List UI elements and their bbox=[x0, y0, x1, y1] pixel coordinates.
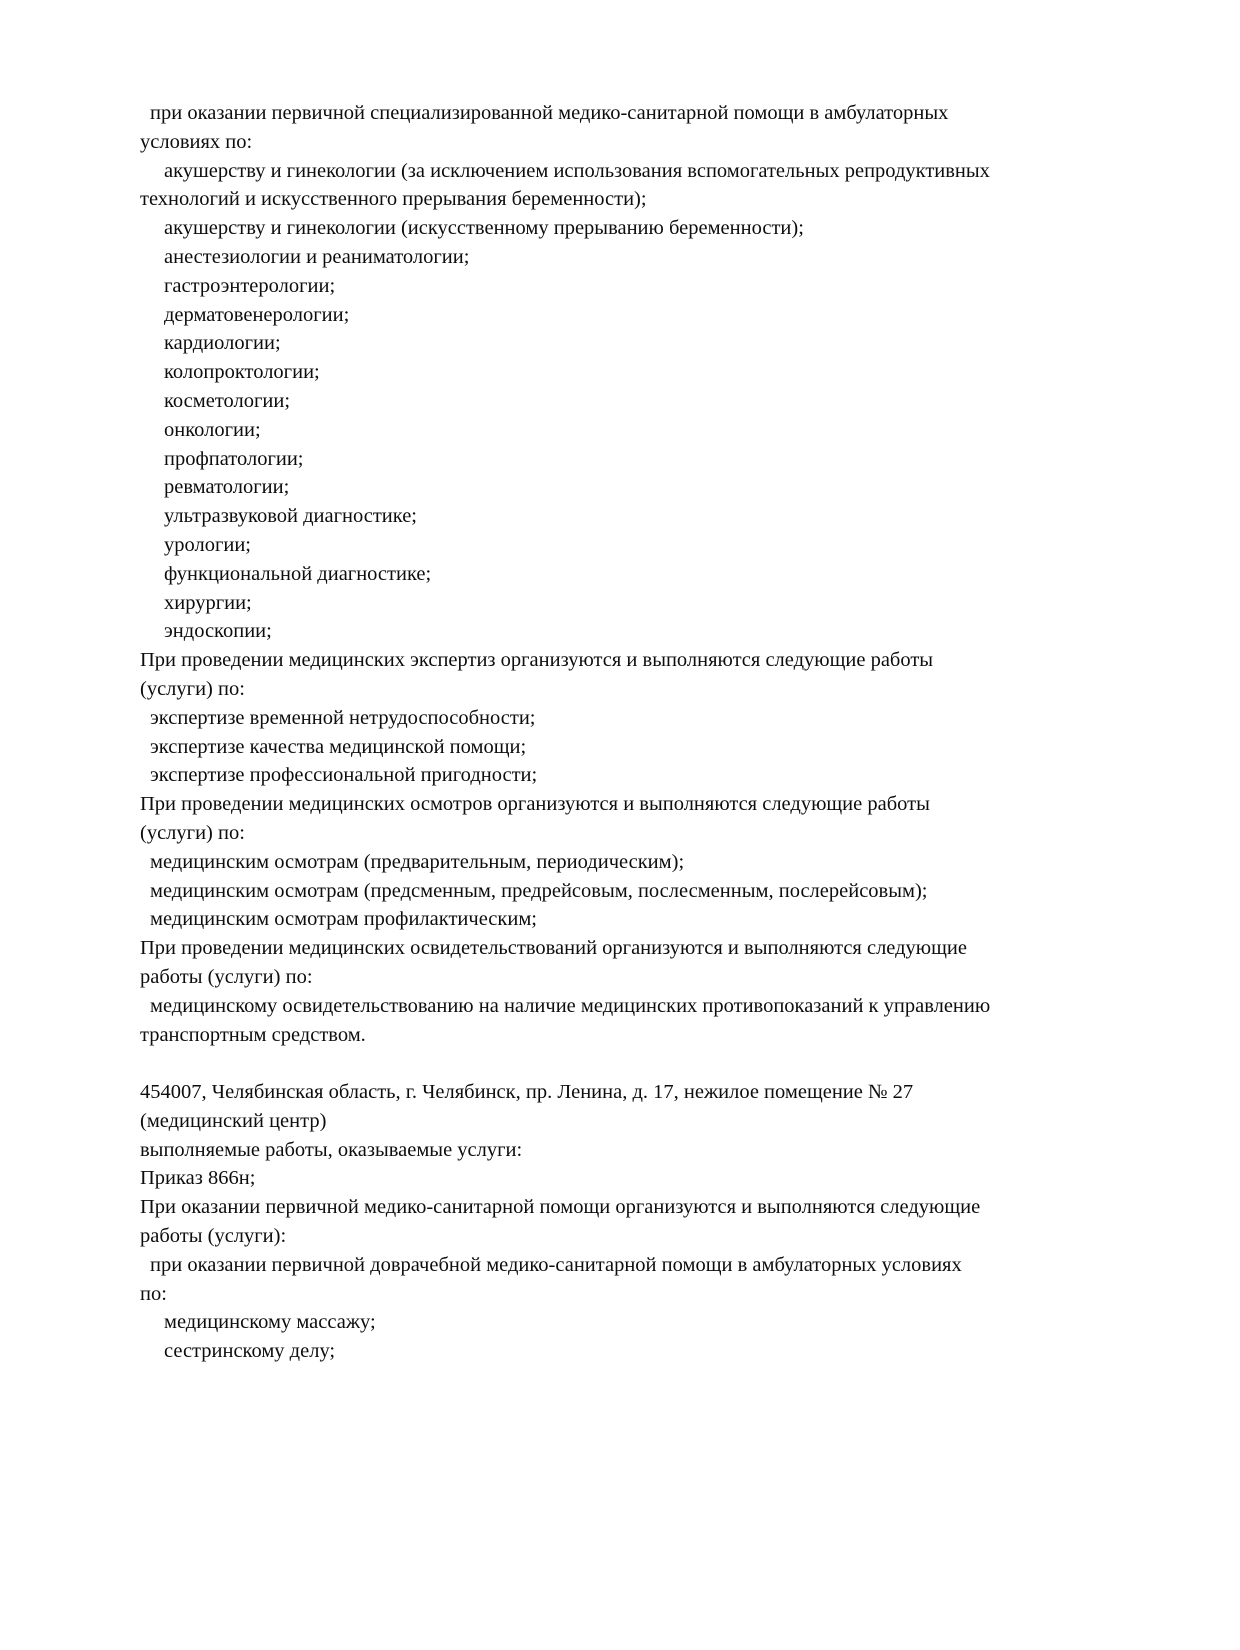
document-line: анестезиологии и реаниматологии; bbox=[164, 245, 470, 268]
document-line: При проведении медицинских осмотров организуются и выполняются следующие работы bbox=[140, 793, 930, 816]
document-line: сестринскому делу; bbox=[164, 1340, 336, 1363]
document-line: косметологии; bbox=[164, 389, 291, 412]
document-line: медицинским осмотрам (предсменным, предрейсовым, послесменным, послерейсовым); bbox=[150, 879, 928, 902]
document-line: профпатологии; bbox=[164, 447, 304, 470]
document-line: технологий и искусственного прерывания беременности); bbox=[140, 188, 647, 211]
document-line: гастроэнтерологии; bbox=[164, 274, 336, 297]
document-line: (услуги) по: bbox=[140, 821, 245, 844]
document-line: Приказ 866н; bbox=[140, 1167, 256, 1190]
document-line: медицинскому освидетельствованию на наличие медицинских противопоказаний к управлению bbox=[150, 994, 991, 1017]
document-line: экспертизе качества медицинской помощи; bbox=[150, 735, 527, 758]
blank-line bbox=[140, 1049, 1145, 1078]
document-line: по: bbox=[140, 1282, 167, 1305]
document-line: хирургии; bbox=[164, 591, 252, 614]
document-line: экспертизе профессиональной пригодности; bbox=[150, 764, 538, 787]
document-line: акушерству и гинекологии (искусственному прерыванию беременности); bbox=[164, 217, 804, 240]
document-line: экспертизе временной нетрудоспособности; bbox=[150, 706, 536, 729]
document-line: При оказании первичной медико-санитарной помощи организуются и выполняются следующие bbox=[140, 1196, 981, 1219]
document-line: кардиологии; bbox=[164, 332, 281, 355]
document-line: При проведении медицинских экспертиз организуются и выполняются следующие работы bbox=[140, 649, 934, 672]
document-line: акушерству и гинекологии (за исключением использования вспомогательных репродуктивных bbox=[164, 159, 990, 182]
document-line: 454007, Челябинская область, г. Челябинск, пр. Ленина, д. 17, нежилое помещение № 27 bbox=[140, 1081, 914, 1104]
document-line: (услуги) по: bbox=[140, 677, 245, 700]
document-line: дерматовенерологии; bbox=[164, 303, 350, 326]
document-line: медицинским осмотрам (предварительным, периодическим); bbox=[150, 850, 685, 873]
document-line: функциональной диагностике; bbox=[164, 562, 432, 585]
document-text-block bbox=[140, 99, 1145, 1366]
document-line: условиях по: bbox=[140, 130, 253, 153]
document-line: при оказании первичной специализированной медико-санитарной помощи в амбулаторных bbox=[150, 102, 949, 124]
document-line: медицинскому массажу; bbox=[164, 1311, 376, 1334]
document-line: колопроктологии; bbox=[164, 361, 320, 384]
document-line: При проведении медицинских освидетельствований организуются и выполняются следующие bbox=[140, 937, 967, 960]
document-line: ревматологии; bbox=[164, 476, 290, 499]
document-line: ультразвуковой диагностике; bbox=[164, 505, 417, 528]
document-line: (медицинский центр) bbox=[140, 1109, 327, 1132]
document-line: выполняемые работы, оказываемые услуги: bbox=[140, 1138, 523, 1161]
document-line: работы (услуги): bbox=[140, 1225, 287, 1248]
document-line: эндоскопии; bbox=[164, 620, 272, 643]
document-line: транспортным средством. bbox=[140, 1023, 366, 1046]
document-line: урологии; bbox=[164, 533, 252, 556]
document-line: медицинским осмотрам профилактическим; bbox=[150, 908, 537, 931]
document-line: работы (услуги) по: bbox=[140, 965, 313, 988]
document-line: при оказании первичной доврачебной медико-санитарной помощи в амбулаторных условиях bbox=[150, 1253, 962, 1276]
document-line: онкологии; bbox=[164, 418, 261, 441]
